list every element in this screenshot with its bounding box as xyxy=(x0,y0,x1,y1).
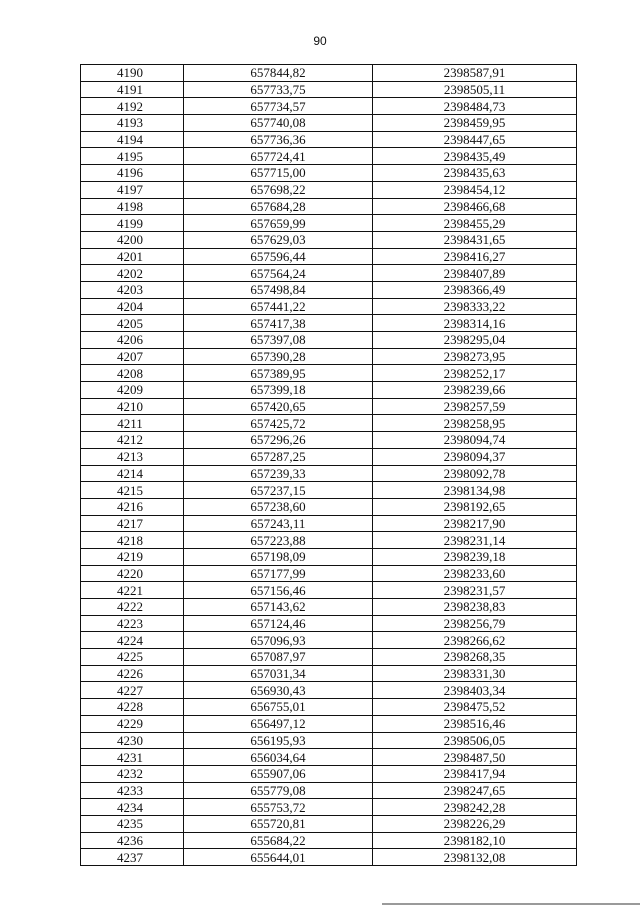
point-number-cell: 4204 xyxy=(81,298,184,315)
y-coordinate-cell: 2398239,18 xyxy=(373,548,577,565)
x-coordinate-cell: 657239,33 xyxy=(184,465,373,482)
x-coordinate-cell: 657420,65 xyxy=(184,398,373,415)
x-coordinate-cell: 657734,57 xyxy=(184,98,373,115)
y-coordinate-cell: 2398516,46 xyxy=(373,715,577,732)
table-row xyxy=(81,415,577,432)
y-coordinate-cell: 2398407,89 xyxy=(373,265,577,282)
x-coordinate-cell: 657736,36 xyxy=(184,131,373,148)
point-number-cell: 4237 xyxy=(81,849,184,866)
y-coordinate-cell: 2398247,65 xyxy=(373,782,577,799)
table-row xyxy=(81,799,577,816)
y-coordinate-cell: 2398134,98 xyxy=(373,482,577,499)
x-coordinate-cell: 657498,84 xyxy=(184,281,373,298)
y-coordinate-cell: 2398435,49 xyxy=(373,148,577,165)
table-row xyxy=(81,281,577,298)
point-number-cell: 4224 xyxy=(81,632,184,649)
point-number-cell: 4228 xyxy=(81,699,184,716)
point-number-cell: 4199 xyxy=(81,215,184,232)
y-coordinate-cell: 2398268,35 xyxy=(373,649,577,666)
x-coordinate-cell: 656034,64 xyxy=(184,749,373,766)
table-row xyxy=(81,498,577,515)
x-coordinate-cell: 657124,46 xyxy=(184,615,373,632)
point-number-cell: 4218 xyxy=(81,532,184,549)
point-number-cell: 4232 xyxy=(81,765,184,782)
table-row xyxy=(81,532,577,549)
table-row xyxy=(81,215,577,232)
table-row xyxy=(81,165,577,182)
y-coordinate-cell: 2398217,90 xyxy=(373,515,577,532)
table-row xyxy=(81,298,577,315)
point-number-cell: 4196 xyxy=(81,165,184,182)
table-row xyxy=(81,115,577,132)
point-number-cell: 4200 xyxy=(81,231,184,248)
point-number-cell: 4227 xyxy=(81,682,184,699)
y-coordinate-cell: 2398314,16 xyxy=(373,315,577,332)
y-coordinate-cell: 2398252,17 xyxy=(373,365,577,382)
y-coordinate-cell: 2398266,62 xyxy=(373,632,577,649)
y-coordinate-cell: 2398475,52 xyxy=(373,699,577,716)
table-row xyxy=(81,548,577,565)
y-coordinate-cell: 2398466,68 xyxy=(373,198,577,215)
table-row xyxy=(81,815,577,832)
table-row xyxy=(81,65,577,82)
x-coordinate-cell: 657715,00 xyxy=(184,165,373,182)
table-row xyxy=(81,749,577,766)
y-coordinate-cell: 2398273,95 xyxy=(373,348,577,365)
x-coordinate-cell: 657096,93 xyxy=(184,632,373,649)
point-number-cell: 4206 xyxy=(81,332,184,349)
point-number-cell: 4231 xyxy=(81,749,184,766)
x-coordinate-cell: 657143,62 xyxy=(184,599,373,616)
point-number-cell: 4207 xyxy=(81,348,184,365)
point-number-cell: 4203 xyxy=(81,281,184,298)
table-row xyxy=(81,198,577,215)
table-row xyxy=(81,231,577,248)
table-row xyxy=(81,632,577,649)
x-coordinate-cell: 655644,01 xyxy=(184,849,373,866)
x-coordinate-cell: 655753,72 xyxy=(184,799,373,816)
point-number-cell: 4223 xyxy=(81,615,184,632)
y-coordinate-cell: 2398366,49 xyxy=(373,281,577,298)
point-number-cell: 4198 xyxy=(81,198,184,215)
point-number-cell: 4212 xyxy=(81,432,184,449)
point-number-cell: 4190 xyxy=(81,65,184,82)
y-coordinate-cell: 2398505,11 xyxy=(373,81,577,98)
y-coordinate-cell: 2398487,50 xyxy=(373,749,577,766)
y-coordinate-cell: 2398454,12 xyxy=(373,181,577,198)
y-coordinate-cell: 2398416,27 xyxy=(373,248,577,265)
x-coordinate-cell: 655684,22 xyxy=(184,832,373,849)
point-number-cell: 4213 xyxy=(81,448,184,465)
table-row xyxy=(81,649,577,666)
table-row xyxy=(81,98,577,115)
x-coordinate-cell: 657237,15 xyxy=(184,482,373,499)
table-row xyxy=(81,782,577,799)
x-coordinate-cell: 657844,82 xyxy=(184,65,373,82)
x-coordinate-cell: 657399,18 xyxy=(184,382,373,399)
table-row xyxy=(81,615,577,632)
y-coordinate-cell: 2398333,22 xyxy=(373,298,577,315)
point-number-cell: 4210 xyxy=(81,398,184,415)
point-number-cell: 4195 xyxy=(81,148,184,165)
y-coordinate-cell: 2398226,29 xyxy=(373,815,577,832)
table-row xyxy=(81,682,577,699)
coordinates-table xyxy=(80,64,577,866)
point-number-cell: 4201 xyxy=(81,248,184,265)
point-number-cell: 4194 xyxy=(81,131,184,148)
x-coordinate-cell: 656930,43 xyxy=(184,682,373,699)
table-row xyxy=(81,849,577,866)
y-coordinate-cell: 2398295,04 xyxy=(373,332,577,349)
table-row xyxy=(81,365,577,382)
x-coordinate-cell: 657296,26 xyxy=(184,432,373,449)
y-coordinate-cell: 2398587,91 xyxy=(373,65,577,82)
x-coordinate-cell: 657223,88 xyxy=(184,532,373,549)
table-row xyxy=(81,332,577,349)
table-row xyxy=(81,765,577,782)
y-coordinate-cell: 2398447,65 xyxy=(373,131,577,148)
table-row xyxy=(81,148,577,165)
y-coordinate-cell: 2398132,08 xyxy=(373,849,577,866)
table-row xyxy=(81,131,577,148)
point-number-cell: 4197 xyxy=(81,181,184,198)
point-number-cell: 4234 xyxy=(81,799,184,816)
table-row xyxy=(81,465,577,482)
table-row xyxy=(81,832,577,849)
table-row xyxy=(81,515,577,532)
x-coordinate-cell: 657596,44 xyxy=(184,248,373,265)
table-row xyxy=(81,348,577,365)
x-coordinate-cell: 657243,11 xyxy=(184,515,373,532)
point-number-cell: 4225 xyxy=(81,649,184,666)
y-coordinate-cell: 2398242,28 xyxy=(373,799,577,816)
point-number-cell: 4235 xyxy=(81,815,184,832)
point-number-cell: 4209 xyxy=(81,382,184,399)
y-coordinate-cell: 2398258,95 xyxy=(373,415,577,432)
x-coordinate-cell: 657177,99 xyxy=(184,565,373,582)
x-coordinate-cell: 657417,38 xyxy=(184,315,373,332)
point-number-cell: 4192 xyxy=(81,98,184,115)
table-row xyxy=(81,248,577,265)
y-coordinate-cell: 2398256,79 xyxy=(373,615,577,632)
y-coordinate-cell: 2398459,95 xyxy=(373,115,577,132)
x-coordinate-cell: 655907,06 xyxy=(184,765,373,782)
x-coordinate-cell: 657659,99 xyxy=(184,215,373,232)
y-coordinate-cell: 2398192,65 xyxy=(373,498,577,515)
table-row xyxy=(81,81,577,98)
x-coordinate-cell: 657031,34 xyxy=(184,665,373,682)
point-number-cell: 4233 xyxy=(81,782,184,799)
table-row xyxy=(81,565,577,582)
table-row xyxy=(81,482,577,499)
x-coordinate-cell: 655720,81 xyxy=(184,815,373,832)
x-coordinate-cell: 657389,95 xyxy=(184,365,373,382)
x-coordinate-cell: 656195,93 xyxy=(184,732,373,749)
x-coordinate-cell: 657629,03 xyxy=(184,231,373,248)
y-coordinate-cell: 2398094,74 xyxy=(373,432,577,449)
x-coordinate-cell: 657425,72 xyxy=(184,415,373,432)
x-coordinate-cell: 657198,09 xyxy=(184,548,373,565)
y-coordinate-cell: 2398435,63 xyxy=(373,165,577,182)
table-row xyxy=(81,265,577,282)
y-coordinate-cell: 2398417,94 xyxy=(373,765,577,782)
x-coordinate-cell: 657087,97 xyxy=(184,649,373,666)
point-number-cell: 4229 xyxy=(81,715,184,732)
y-coordinate-cell: 2398094,37 xyxy=(373,448,577,465)
point-number-cell: 4217 xyxy=(81,515,184,532)
x-coordinate-cell: 657684,28 xyxy=(184,198,373,215)
point-number-cell: 4222 xyxy=(81,599,184,616)
point-number-cell: 4236 xyxy=(81,832,184,849)
y-coordinate-cell: 2398455,29 xyxy=(373,215,577,232)
x-coordinate-cell: 657733,75 xyxy=(184,81,373,98)
page-number: 90 xyxy=(313,34,327,48)
point-number-cell: 4230 xyxy=(81,732,184,749)
point-number-cell: 4211 xyxy=(81,415,184,432)
table-row xyxy=(81,432,577,449)
point-number-cell: 4191 xyxy=(81,81,184,98)
x-coordinate-cell: 657441,22 xyxy=(184,298,373,315)
x-coordinate-cell: 657397,08 xyxy=(184,332,373,349)
point-number-cell: 4202 xyxy=(81,265,184,282)
y-coordinate-cell: 2398231,57 xyxy=(373,582,577,599)
y-coordinate-cell: 2398233,60 xyxy=(373,565,577,582)
table-row xyxy=(81,665,577,682)
y-coordinate-cell: 2398239,66 xyxy=(373,382,577,399)
x-coordinate-cell: 657564,24 xyxy=(184,265,373,282)
y-coordinate-cell: 2398506,05 xyxy=(373,732,577,749)
coordinates-table-body xyxy=(81,65,577,866)
point-number-cell: 4221 xyxy=(81,582,184,599)
y-coordinate-cell: 2398431,65 xyxy=(373,231,577,248)
y-coordinate-cell: 2398331,30 xyxy=(373,665,577,682)
table-row xyxy=(81,181,577,198)
point-number-cell: 4193 xyxy=(81,115,184,132)
point-number-cell: 4226 xyxy=(81,665,184,682)
table-row xyxy=(81,398,577,415)
point-number-cell: 4214 xyxy=(81,465,184,482)
table-row xyxy=(81,582,577,599)
x-coordinate-cell: 657390,28 xyxy=(184,348,373,365)
x-coordinate-cell: 657698,22 xyxy=(184,181,373,198)
point-number-cell: 4205 xyxy=(81,315,184,332)
x-coordinate-cell: 657740,08 xyxy=(184,115,373,132)
y-coordinate-cell: 2398484,73 xyxy=(373,98,577,115)
table-row xyxy=(81,448,577,465)
table-row xyxy=(81,699,577,716)
y-coordinate-cell: 2398231,14 xyxy=(373,532,577,549)
x-coordinate-cell: 657156,46 xyxy=(184,582,373,599)
point-number-cell: 4219 xyxy=(81,548,184,565)
table-row xyxy=(81,382,577,399)
y-coordinate-cell: 2398403,34 xyxy=(373,682,577,699)
y-coordinate-cell: 2398092,78 xyxy=(373,465,577,482)
x-coordinate-cell: 657238,60 xyxy=(184,498,373,515)
point-number-cell: 4215 xyxy=(81,482,184,499)
x-coordinate-cell: 656755,01 xyxy=(184,699,373,716)
y-coordinate-cell: 2398238,83 xyxy=(373,599,577,616)
table-row xyxy=(81,732,577,749)
point-number-cell: 4208 xyxy=(81,365,184,382)
point-number-cell: 4220 xyxy=(81,565,184,582)
x-coordinate-cell: 656497,12 xyxy=(184,715,373,732)
table-row xyxy=(81,715,577,732)
y-coordinate-cell: 2398257,59 xyxy=(373,398,577,415)
table-row xyxy=(81,599,577,616)
table-row xyxy=(81,315,577,332)
y-coordinate-cell: 2398182,10 xyxy=(373,832,577,849)
x-coordinate-cell: 657724,41 xyxy=(184,148,373,165)
x-coordinate-cell: 655779,08 xyxy=(184,782,373,799)
point-number-cell: 4216 xyxy=(81,498,184,515)
x-coordinate-cell: 657287,25 xyxy=(184,448,373,465)
